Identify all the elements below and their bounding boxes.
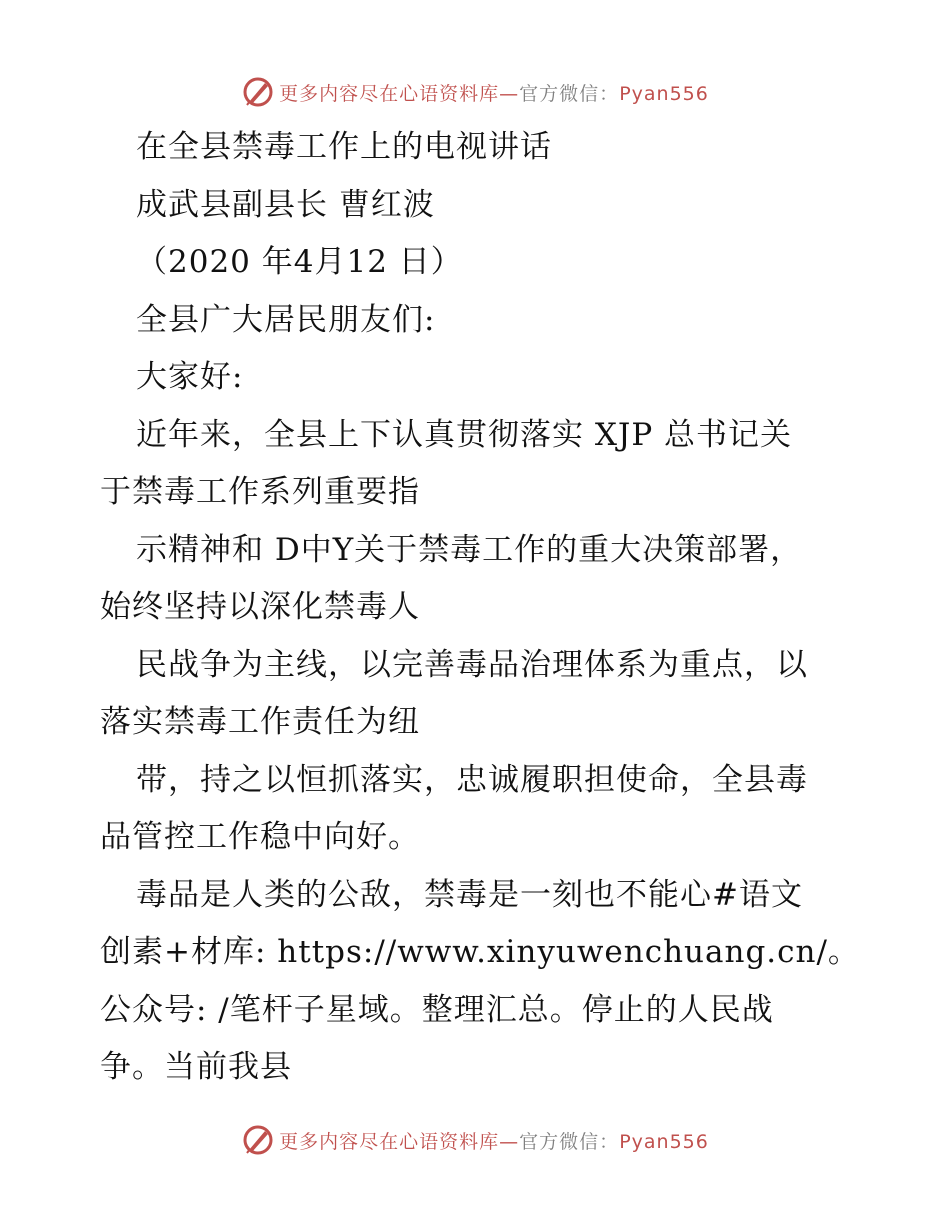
text-line: 成武县副县长 曹红波	[136, 186, 435, 223]
text-line: 落实禁毒工作责任为纽	[100, 704, 420, 740]
document-body	[100, 119, 860, 1097]
banner-wechat-label: 官方微信：	[519, 1130, 620, 1153]
quill-pen-circle-icon	[241, 1123, 275, 1157]
banner-site-text: 更多内容尽在心语资料库	[279, 1130, 500, 1153]
text-line: 全县广大居民朋友们:	[136, 301, 436, 338]
text-line: 创素+材库: https://www.xinyuwenchuang.cn/。	[100, 934, 860, 970]
text-line: 公众号: /笔杆子星域。整理汇总。停止的人民战	[100, 991, 774, 1028]
text-line: 毒品是人类的公敌，禁毒是一刻也不能心#语文	[136, 876, 803, 913]
banner-wechat-label: 官方微信：	[519, 82, 620, 105]
text-line: 大家好:	[136, 359, 244, 395]
text-line: 在全县禁毒工作上的电视讲话	[136, 129, 552, 165]
text-line: 于禁毒工作系列重要指	[100, 474, 420, 510]
footer-banner	[0, 1120, 950, 1160]
text-line: 带，持之以恒抓落实，忠诚履职担使命，全县毒	[136, 761, 808, 798]
text-line: （2020 年4月12 日）	[136, 244, 463, 280]
banner-wechat-id: Pyan556	[619, 1130, 709, 1153]
text-line: 近年来，全县上下认真贯彻落实 XJP 总书记关	[136, 416, 793, 453]
text-line: 示精神和 D中Y关于禁毒工作的重大决策部署，	[136, 531, 803, 568]
text-line: 民战争为主线，以完善毒品治理体系为重点，以	[136, 646, 808, 683]
banner-text	[279, 1127, 709, 1154]
banner-dash: —	[499, 82, 520, 105]
text-line: 争。当前我县	[100, 1049, 292, 1085]
banner-wechat-id: Pyan556	[619, 82, 709, 105]
banner-text	[279, 79, 709, 106]
banner-dash: —	[499, 1130, 520, 1153]
text-line: 品管控工作稳中向好。	[100, 819, 420, 855]
quill-pen-circle-icon	[241, 75, 275, 109]
banner-site-text: 更多内容尽在心语资料库	[279, 82, 500, 105]
header-banner	[0, 72, 950, 112]
text-line: 始终坚持以深化禁毒人	[100, 589, 420, 625]
